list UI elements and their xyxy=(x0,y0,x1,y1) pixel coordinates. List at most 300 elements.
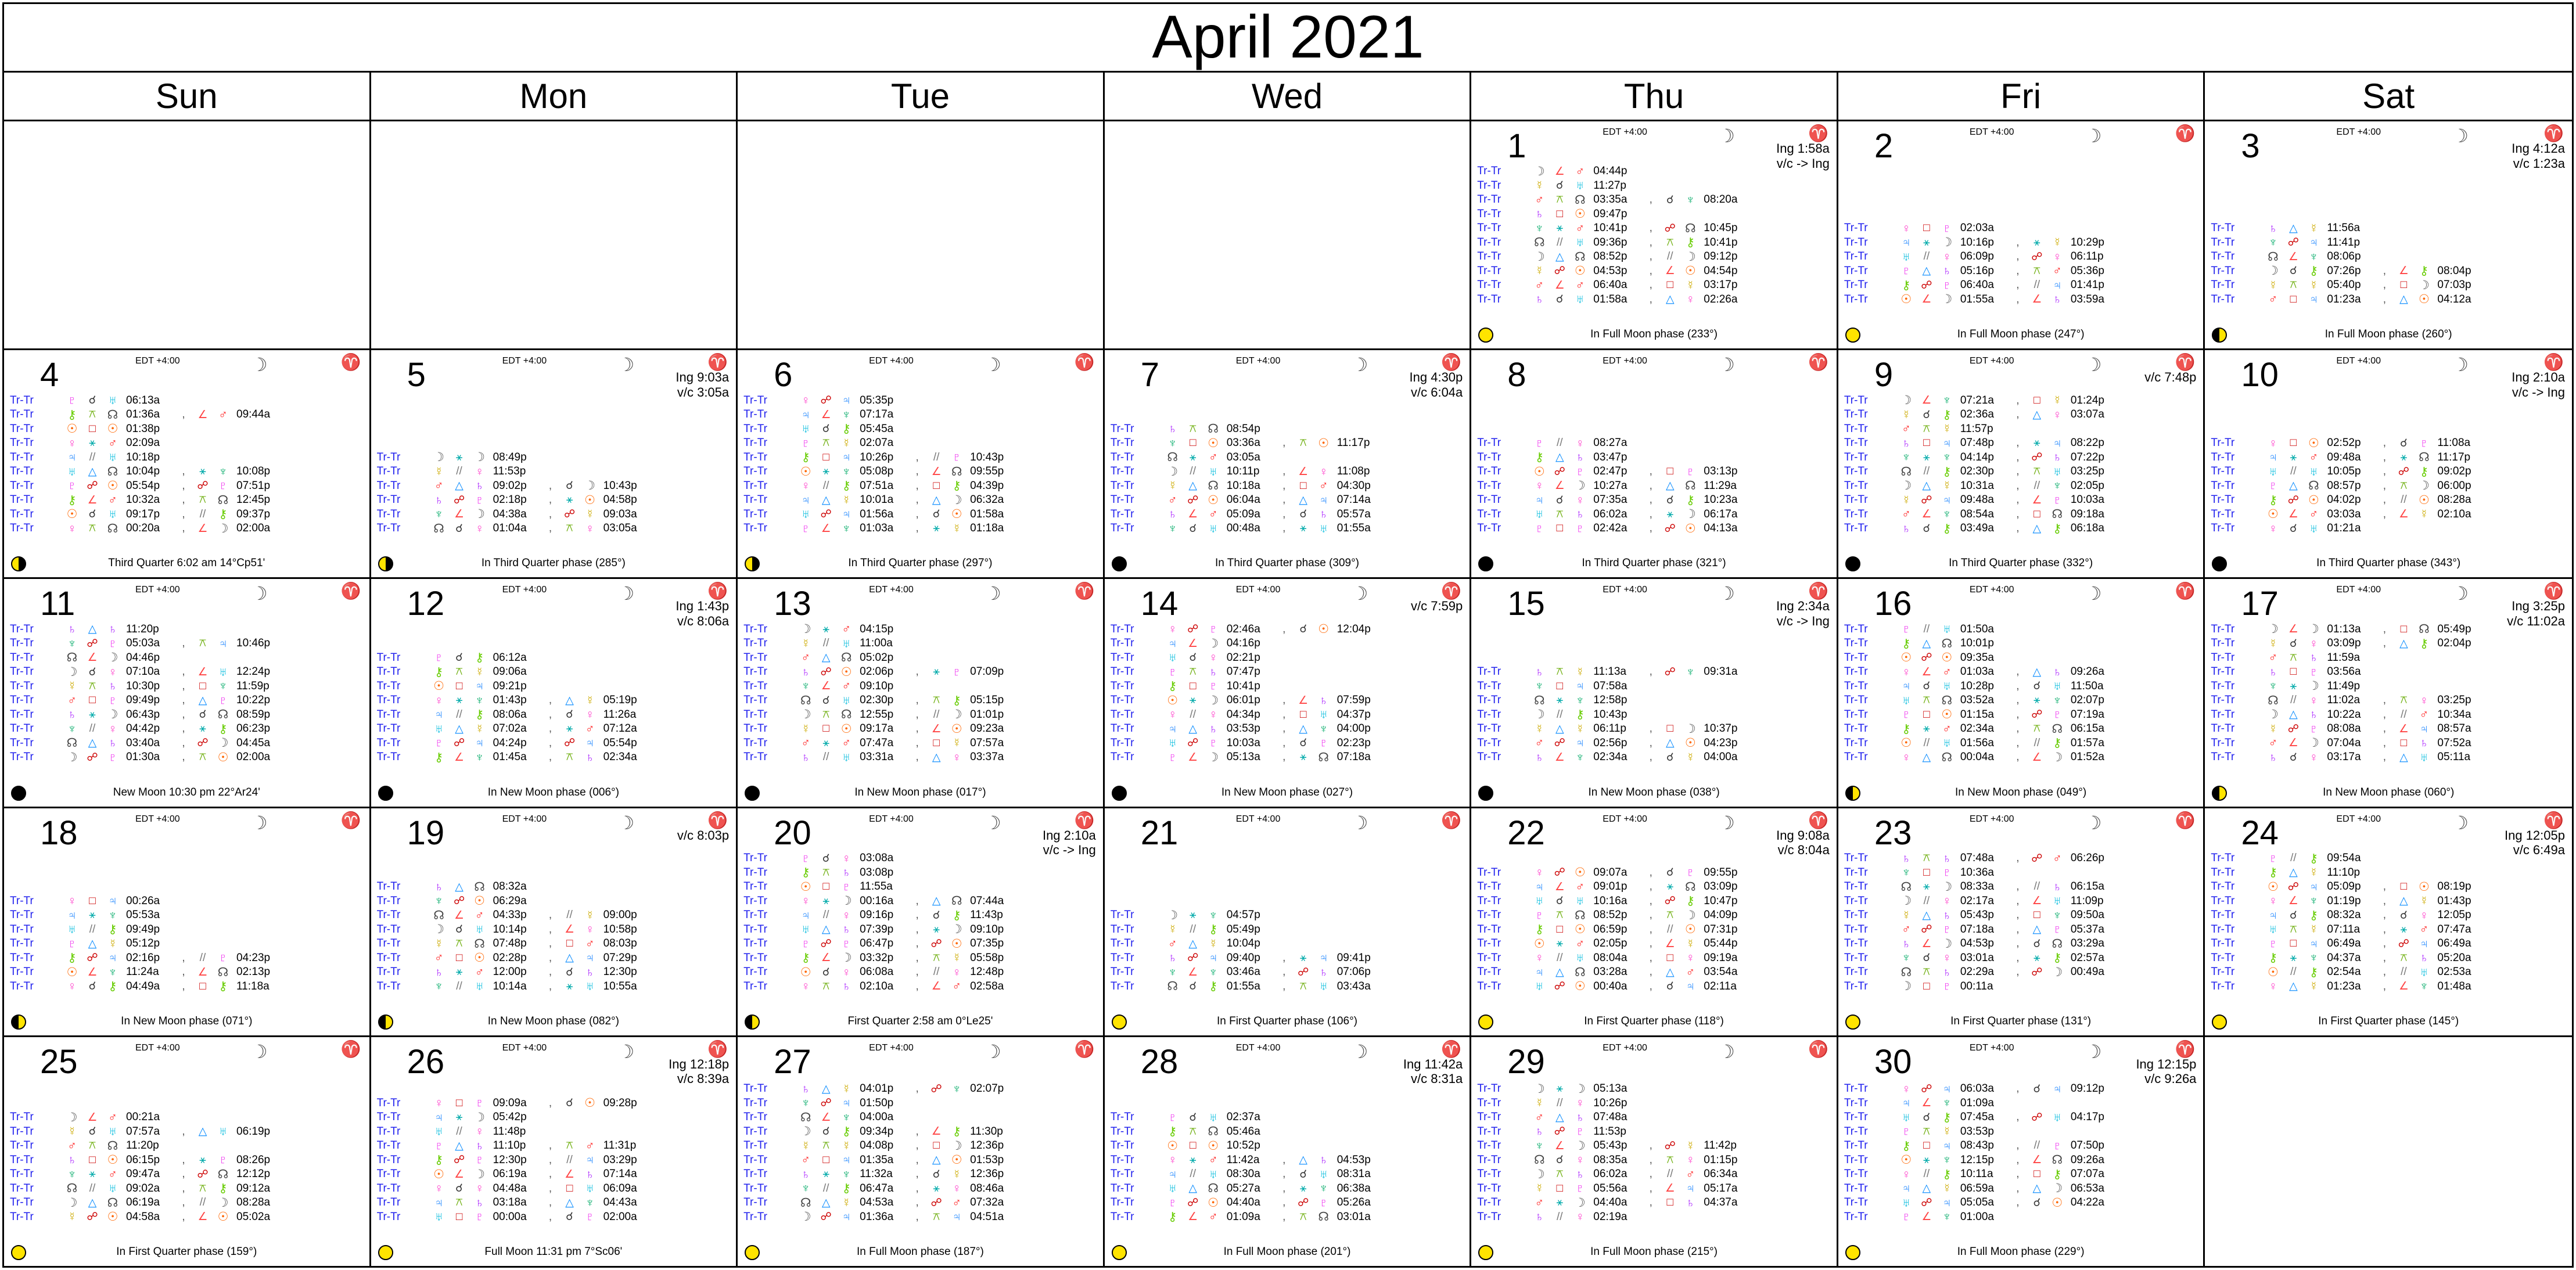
planet-glyph-icon: ☉ xyxy=(1684,521,1696,535)
day-cell[interactable] xyxy=(1471,579,1838,808)
day-cell[interactable] xyxy=(4,121,371,350)
separator: , xyxy=(1282,751,1286,764)
aspect-glyph-icon: ∠ xyxy=(2398,980,2409,993)
aspect-time: 01:50p xyxy=(860,1096,894,1109)
separator: , xyxy=(1282,508,1286,520)
day-cell[interactable] xyxy=(4,808,371,1037)
aspect-glyph-icon: ☌ xyxy=(566,1211,573,1224)
aspect-glyph-icon: ∠ xyxy=(2032,895,2042,908)
moon-glyph-icon: ☽ xyxy=(1718,812,1735,833)
transit-label: Tr-Tr xyxy=(743,1082,767,1095)
aspect-time: 07:29p xyxy=(603,951,637,964)
planet-glyph-icon: ☿ xyxy=(952,521,962,535)
planet-glyph-icon: ⚷ xyxy=(67,493,77,507)
aspect-glyph-icon: // xyxy=(1557,236,1563,249)
aspect-time: 03:25p xyxy=(2437,694,2471,707)
aspect-glyph-icon: ☌ xyxy=(88,508,96,521)
aspect-time: 05:02p xyxy=(860,651,894,664)
aspect-row xyxy=(377,1110,732,1125)
aspect-time: 02:00a xyxy=(603,1210,637,1223)
planet-glyph-icon: ☉ xyxy=(1533,465,1545,479)
transit-label: Tr-Tr xyxy=(1477,264,1501,277)
transit-label: Tr-Tr xyxy=(2211,279,2235,292)
aspect-time: 04:39p xyxy=(970,479,1004,492)
aspect-glyph-icon: ☍ xyxy=(820,508,832,521)
day-cell[interactable] xyxy=(1105,121,1472,350)
separator: , xyxy=(915,1182,919,1195)
planet-glyph-icon: ♆ xyxy=(108,908,117,922)
planet-glyph-icon: ♃ xyxy=(1575,679,1585,693)
aspect-glyph-icon: ☍ xyxy=(1664,522,1676,535)
aspect-glyph-icon: ⚻ xyxy=(822,708,830,721)
day-cell[interactable] xyxy=(738,1037,1105,1266)
aspect-time: 08:46a xyxy=(970,1182,1004,1195)
planet-glyph-icon: ♅ xyxy=(1901,250,1911,264)
aspect-row xyxy=(1844,865,2199,880)
day-cell[interactable] xyxy=(2205,579,2572,808)
aspect-time: 11:59p xyxy=(236,679,270,692)
planet-glyph-icon: ♂ xyxy=(801,736,811,750)
planet-glyph-icon: ♆ xyxy=(108,965,117,979)
planet-glyph-icon: ⚷ xyxy=(1686,236,1695,250)
planet-glyph-icon: ♃ xyxy=(801,408,811,422)
aspect-row xyxy=(2211,278,2567,293)
aspect-time: 05:27a xyxy=(1226,1182,1260,1195)
aspect-time: 03:08a xyxy=(860,852,894,865)
aspect-glyph-icon: ☍ xyxy=(2287,722,2300,735)
transit-label: Tr-Tr xyxy=(1110,623,1134,635)
aspect-glyph-icon: ∠ xyxy=(1921,665,1932,678)
zodiac-sign-icon: ♈ xyxy=(707,1039,730,1058)
aspect-time: 06:29a xyxy=(493,894,527,907)
aspect-time: 10:22a xyxy=(2327,708,2361,721)
aspect-row xyxy=(1111,651,1465,665)
planet-glyph-icon: ♆ xyxy=(434,894,444,908)
moon-phase-text: In First Quarter phase (106°) xyxy=(1216,1014,1357,1027)
moon-phase-text: Full Moon 11:31 pm 7°Sc06' xyxy=(484,1246,623,1258)
day-cell[interactable] xyxy=(738,121,1105,350)
planet-glyph-icon: ⚷ xyxy=(801,951,810,965)
aspect-time: 04:46p xyxy=(126,651,160,664)
aspect-time: 03:18a xyxy=(493,1196,527,1209)
aspect-time: 10:23a xyxy=(1704,494,1738,506)
aspect-time: 02:34a xyxy=(603,751,637,764)
aspect-time: 02:04p xyxy=(2437,637,2471,650)
transit-label: Tr-Tr xyxy=(1844,494,1868,506)
separator: , xyxy=(2383,708,2387,721)
aspect-row xyxy=(743,436,1098,451)
planet-glyph-icon: ☽ xyxy=(1941,937,1953,951)
planet-glyph-icon: ☿ xyxy=(1575,665,1585,679)
planet-glyph-icon: ♀ xyxy=(801,394,811,408)
transit-label: Tr-Tr xyxy=(2211,451,2235,463)
aspect-glyph-icon: □ xyxy=(455,679,463,692)
day-cell[interactable] xyxy=(1838,350,2205,579)
planet-glyph-icon: ⚷ xyxy=(1168,679,1177,693)
transit-label: Tr-Tr xyxy=(1110,1182,1134,1195)
planet-glyph-icon: ☽ xyxy=(433,451,444,465)
planet-glyph-icon: ♇ xyxy=(434,651,444,665)
day-cell[interactable] xyxy=(1838,579,2205,808)
aspect-glyph-icon: ∠ xyxy=(87,652,98,664)
planet-glyph-icon: ♂ xyxy=(1575,221,1585,235)
planet-glyph-icon: ♀ xyxy=(1942,894,1952,908)
separator: , xyxy=(182,479,185,492)
aspect-time: 05:44p xyxy=(1704,937,1738,950)
void-of-course: v/c -> Ing xyxy=(1776,156,1830,171)
aspect-glyph-icon: △ xyxy=(932,494,941,506)
aspect-list xyxy=(743,1082,1098,1224)
aspect-time: 10:26p xyxy=(860,451,894,463)
transit-label: Tr-Tr xyxy=(376,1168,401,1181)
aspect-glyph-icon: △ xyxy=(88,737,97,750)
aspect-glyph-icon: ☌ xyxy=(1189,652,1197,664)
planet-glyph-icon: ♆ xyxy=(1942,394,1952,408)
day-cell[interactable] xyxy=(738,350,1105,579)
aspect-time: 06:13a xyxy=(126,394,160,406)
aspect-glyph-icon: ☍ xyxy=(87,952,98,965)
aspect-glyph-icon: ⚻ xyxy=(199,637,207,650)
planet-glyph-icon: ♀ xyxy=(801,479,811,493)
separator: , xyxy=(915,980,919,992)
aspect-time: 09:07a xyxy=(1593,866,1627,879)
day-cell[interactable] xyxy=(1838,808,2205,1037)
aspect-time: 12:24p xyxy=(236,665,271,678)
aspect-time: 07:45a xyxy=(1960,1111,1994,1124)
aspect-glyph-icon: ☍ xyxy=(930,1196,942,1209)
aspect-list xyxy=(2211,221,2567,307)
planet-glyph-icon: ♅ xyxy=(108,394,117,408)
aspect-row xyxy=(377,1125,732,1139)
planet-glyph-icon: ♆ xyxy=(1535,1139,1544,1153)
aspect-time: 10:29p xyxy=(2070,236,2104,249)
aspect-time: 10:22p xyxy=(236,694,271,707)
day-cell[interactable] xyxy=(738,808,1105,1037)
aspect-time: 01:56a xyxy=(1960,736,1994,749)
aspect-time: 00:21a xyxy=(126,1111,160,1124)
zodiac-sign-icon: ♈ xyxy=(1808,353,1830,372)
aspect-row xyxy=(377,450,732,465)
planet-glyph-icon: ♂ xyxy=(585,1139,595,1153)
aspect-glyph-icon: △ xyxy=(1188,1182,1198,1195)
aspect-glyph-icon: ⚻ xyxy=(932,694,940,707)
planet-glyph-icon: ♅ xyxy=(1208,521,1218,535)
aspect-time: 07:48p xyxy=(493,937,527,950)
aspect-time: 05:19p xyxy=(603,694,637,707)
planet-glyph-icon: ♅ xyxy=(108,1182,117,1196)
transit-label: Tr-Tr xyxy=(2211,465,2235,478)
planet-glyph-icon: ♆ xyxy=(1208,908,1218,922)
aspect-time: 10:04p xyxy=(126,465,160,478)
planet-glyph-icon: ♄ xyxy=(801,1082,811,1096)
aspect-glyph-icon: ∠ xyxy=(1298,465,1309,478)
day-cell[interactable] xyxy=(2205,808,2572,1037)
separator: , xyxy=(548,1096,552,1109)
planet-glyph-icon: ☉ xyxy=(951,508,962,521)
aspect-time: 06:19p xyxy=(236,1125,271,1138)
day-cell[interactable] xyxy=(1471,121,1838,350)
aspect-glyph-icon: △ xyxy=(88,1196,97,1209)
separator: , xyxy=(1282,437,1286,449)
transit-label: Tr-Tr xyxy=(1844,1153,1868,1166)
planet-glyph-icon: ♅ xyxy=(434,722,444,736)
planet-glyph-icon: ⚷ xyxy=(1168,1210,1177,1224)
aspect-glyph-icon: ⚹ xyxy=(933,923,940,936)
transit-label: Tr-Tr xyxy=(1844,980,1868,992)
aspect-glyph-icon: ⚹ xyxy=(1300,751,1307,764)
moon-phase-text: In New Moon phase (017°) xyxy=(854,786,986,798)
aspect-row xyxy=(10,679,365,694)
timezone-label: EDT +4:00 xyxy=(2336,585,2381,595)
planet-glyph-icon: ☽ xyxy=(66,1110,78,1124)
aspect-glyph-icon: ☍ xyxy=(1921,923,1932,936)
aspect-row xyxy=(1844,965,2199,980)
aspect-glyph-icon: ∠ xyxy=(2032,1154,2042,1167)
planet-glyph-icon: ♂ xyxy=(475,908,484,922)
aspect-time: 01:09a xyxy=(1226,1210,1260,1223)
aspect-glyph-icon: □ xyxy=(1923,708,1930,721)
aspect-glyph-icon: ☍ xyxy=(1298,1196,1309,1209)
separator: , xyxy=(2383,494,2387,506)
separator: , xyxy=(1282,1196,1286,1209)
separator: , xyxy=(2016,923,2020,936)
day-cell[interactable] xyxy=(2205,121,2572,350)
aspect-time: 10:03a xyxy=(1226,736,1260,749)
moon-phase-text: In Full Moon phase (247°) xyxy=(1957,328,2085,341)
aspect-time: 06:17a xyxy=(1704,508,1738,520)
planet-glyph-icon: ♇ xyxy=(1208,736,1218,750)
day-cell[interactable] xyxy=(371,121,738,350)
day-cell[interactable] xyxy=(371,350,738,579)
day-number: 19 xyxy=(407,814,445,852)
transit-label: Tr-Tr xyxy=(743,866,767,879)
aspect-time: 04:40a xyxy=(1226,1196,1260,1209)
aspect-time: 01:58a xyxy=(1593,293,1627,305)
day-cell[interactable] xyxy=(2205,1037,2572,1266)
planet-glyph-icon: ♃ xyxy=(1942,1196,1952,1210)
transit-label: Tr-Tr xyxy=(743,1210,767,1223)
moon-phase-text: First Quarter 2:58 am 0°Le25' xyxy=(847,1014,993,1027)
aspect-glyph-icon: ⚹ xyxy=(2290,679,2297,692)
aspect-glyph-icon: □ xyxy=(822,1153,829,1166)
planet-glyph-icon: ♃ xyxy=(842,451,852,465)
day-cell[interactable] xyxy=(1471,350,1838,579)
planet-glyph-icon: ♆ xyxy=(842,1167,852,1181)
aspect-time: 03:59a xyxy=(2070,293,2104,305)
transit-label: Tr-Tr xyxy=(743,694,767,707)
transit-label: Tr-Tr xyxy=(1110,679,1134,692)
aspect-glyph-icon: ⚹ xyxy=(1556,694,1563,707)
ingress-time: Ing 2:34a xyxy=(1776,599,1830,614)
aspect-row xyxy=(1477,293,1832,307)
aspect-glyph-icon: ⚹ xyxy=(1300,1182,1307,1195)
aspect-glyph-icon: ☌ xyxy=(1923,680,1931,693)
separator: , xyxy=(2016,880,2020,893)
separator: , xyxy=(1282,966,1286,978)
separator: , xyxy=(182,1153,185,1166)
transit-label: Tr-Tr xyxy=(1110,479,1134,492)
day-cell[interactable] xyxy=(1105,808,1472,1037)
day-cell[interactable] xyxy=(1471,808,1838,1037)
transit-label: Tr-Tr xyxy=(1844,1125,1868,1138)
aspect-glyph-icon: ☌ xyxy=(1923,408,1931,421)
aspect-time: 09:10p xyxy=(970,923,1004,936)
separator: , xyxy=(182,951,185,964)
planet-glyph-icon: ♂ xyxy=(67,693,77,707)
aspect-row xyxy=(1111,665,1465,679)
planet-glyph-icon: ☉ xyxy=(1574,866,1586,880)
day-number: 20 xyxy=(774,814,811,852)
aspect-time: 01:18a xyxy=(970,522,1004,535)
day-cell[interactable] xyxy=(4,1037,371,1266)
aspect-time: 06:11p xyxy=(2070,250,2104,263)
aspect-list xyxy=(1844,851,2199,994)
aspect-time: 06:12a xyxy=(493,651,527,664)
planet-glyph-icon: ♇ xyxy=(1167,665,1177,679)
transit-label: Tr-Tr xyxy=(1844,408,1868,421)
planet-glyph-icon: ☿ xyxy=(842,493,852,507)
aspect-row xyxy=(1844,880,2199,894)
planet-glyph-icon: ♅ xyxy=(2309,465,2319,479)
planet-glyph-icon: ♀ xyxy=(475,1125,484,1139)
aspect-glyph-icon: △ xyxy=(821,1082,831,1095)
day-cell[interactable] xyxy=(1838,1037,2205,1266)
day-cell[interactable] xyxy=(4,579,371,808)
day-cell[interactable] xyxy=(1105,1037,1472,1266)
day-cell[interactable] xyxy=(371,579,738,808)
aspect-glyph-icon: □ xyxy=(1666,465,1674,478)
moon-glyph-icon: ☽ xyxy=(1718,1041,1735,1062)
aspect-glyph-icon: ⚻ xyxy=(1555,665,1564,678)
aspect-row xyxy=(743,908,1098,923)
transit-label: Tr-Tr xyxy=(1844,236,1868,249)
planet-glyph-icon: ♀ xyxy=(1535,951,1544,965)
aspect-glyph-icon: ∠ xyxy=(1298,694,1309,707)
transit-label: Tr-Tr xyxy=(743,1196,767,1209)
planet-glyph-icon: ⚷ xyxy=(1209,980,1218,994)
planet-glyph-icon: ☊ xyxy=(66,1182,78,1196)
planet-glyph-icon: ♃ xyxy=(434,1110,444,1124)
aspect-glyph-icon: ☍ xyxy=(87,637,98,650)
planet-glyph-icon: ♄ xyxy=(1901,937,1911,951)
aspect-row xyxy=(2211,436,2567,451)
timezone-label: EDT +4:00 xyxy=(1603,127,1647,137)
calendar xyxy=(2,2,2574,1268)
day-cell[interactable] xyxy=(1105,579,1472,808)
aspect-time: 05:53a xyxy=(126,909,160,922)
planet-glyph-icon: ♇ xyxy=(1901,1125,1911,1139)
planet-glyph-icon: ☿ xyxy=(2309,923,2319,937)
aspect-time: 11:27p xyxy=(1593,179,1626,192)
planet-glyph-icon: ⚷ xyxy=(1535,451,1544,465)
aspect-row xyxy=(1477,221,1832,236)
aspect-glyph-icon: ⚻ xyxy=(1666,1153,1674,1166)
planet-glyph-icon: ☽ xyxy=(1900,479,1912,493)
transit-label: Tr-Tr xyxy=(1844,852,1868,865)
aspect-time: 09:50a xyxy=(2070,909,2104,922)
aspect-glyph-icon: // xyxy=(1923,623,1930,635)
transit-label: Tr-Tr xyxy=(2211,751,2235,764)
aspect-time: 12:45p xyxy=(236,494,271,506)
aspect-time: 08:57a xyxy=(2437,722,2471,735)
aspect-time: 03:56a xyxy=(2327,665,2361,678)
planet-glyph-icon: ☉ xyxy=(1684,736,1696,750)
aspect-glyph-icon: △ xyxy=(2289,222,2298,235)
planet-glyph-icon: ♇ xyxy=(1535,521,1544,535)
aspect-time: 01:15p xyxy=(1704,1153,1738,1166)
separator: , xyxy=(1282,1153,1286,1166)
aspect-time: 04:44p xyxy=(1593,165,1627,178)
aspect-glyph-icon: ⚹ xyxy=(1556,222,1563,235)
aspect-glyph-icon: ∠ xyxy=(197,1211,208,1224)
transit-label: Tr-Tr xyxy=(743,665,767,678)
aspect-glyph-icon: ☍ xyxy=(1921,652,1932,664)
day-cell[interactable] xyxy=(1105,350,1472,579)
aspect-glyph-icon: ☌ xyxy=(2033,1196,2041,1209)
day-cell[interactable] xyxy=(371,1037,738,1266)
aspect-glyph-icon: ⚻ xyxy=(455,1196,463,1209)
planet-glyph-icon: ☉ xyxy=(840,722,852,736)
aspect-time: 07:52a xyxy=(2437,736,2471,749)
aspect-time: 06:09a xyxy=(603,1182,637,1195)
timezone-label: EDT +4:00 xyxy=(1235,356,1281,366)
planet-glyph-icon: ♄ xyxy=(2268,221,2278,235)
planet-glyph-icon: ☿ xyxy=(1901,408,1911,422)
planet-glyph-icon: ♄ xyxy=(2268,665,2278,679)
transit-label: Tr-Tr xyxy=(1110,437,1134,449)
planet-glyph-icon: ♇ xyxy=(2419,436,2429,450)
timezone-label: EDT +4:00 xyxy=(1235,585,1281,595)
aspect-time: 11:59a xyxy=(2327,651,2361,664)
aspect-glyph-icon: □ xyxy=(1556,207,1564,220)
aspect-row xyxy=(1111,450,1465,465)
day-cell[interactable] xyxy=(1471,1037,1838,1266)
planet-glyph-icon: ☊ xyxy=(1318,750,1330,764)
day-cell[interactable] xyxy=(371,808,738,1037)
aspect-list xyxy=(2211,436,2567,536)
day-cell[interactable] xyxy=(4,350,371,579)
planet-glyph-icon: ☊ xyxy=(217,965,229,979)
aspect-glyph-icon: △ xyxy=(565,1196,574,1209)
aspect-time: 05:13a xyxy=(1226,751,1260,764)
day-cell[interactable] xyxy=(2205,350,2572,579)
aspect-row xyxy=(743,1110,1098,1125)
aspect-time: 02:07p xyxy=(2070,694,2104,707)
planet-glyph-icon: ☊ xyxy=(1941,636,1953,650)
zodiac-sign-icon: ♈ xyxy=(1441,1039,1463,1058)
aspect-glyph-icon: △ xyxy=(88,623,97,636)
day-cell[interactable] xyxy=(1838,121,2205,350)
planet-glyph-icon: ☉ xyxy=(2268,880,2279,894)
aspect-row xyxy=(1477,708,1832,722)
aspect-time: 09:36p xyxy=(1593,236,1627,249)
aspect-glyph-icon: // xyxy=(933,966,940,978)
aspect-time: 05:56a xyxy=(1593,1182,1627,1195)
zodiac-sign-icon: ♈ xyxy=(1808,811,1830,829)
planet-glyph-icon: ♄ xyxy=(1167,422,1177,436)
day-cell[interactable] xyxy=(738,579,1105,808)
aspect-time: 02:30p xyxy=(1960,465,1994,478)
transit-label: Tr-Tr xyxy=(376,966,401,978)
planet-glyph-icon: ♅ xyxy=(1167,736,1177,750)
aspect-glyph-icon: △ xyxy=(1555,966,1564,978)
aspect-glyph-icon: □ xyxy=(1299,479,1307,492)
separator: , xyxy=(548,1139,552,1152)
planet-glyph-icon: ♄ xyxy=(1901,851,1911,865)
aspect-glyph-icon: ⚹ xyxy=(1556,937,1563,950)
aspect-glyph-icon: ☍ xyxy=(87,1211,98,1224)
planet-glyph-icon: ♂ xyxy=(2052,851,2062,865)
